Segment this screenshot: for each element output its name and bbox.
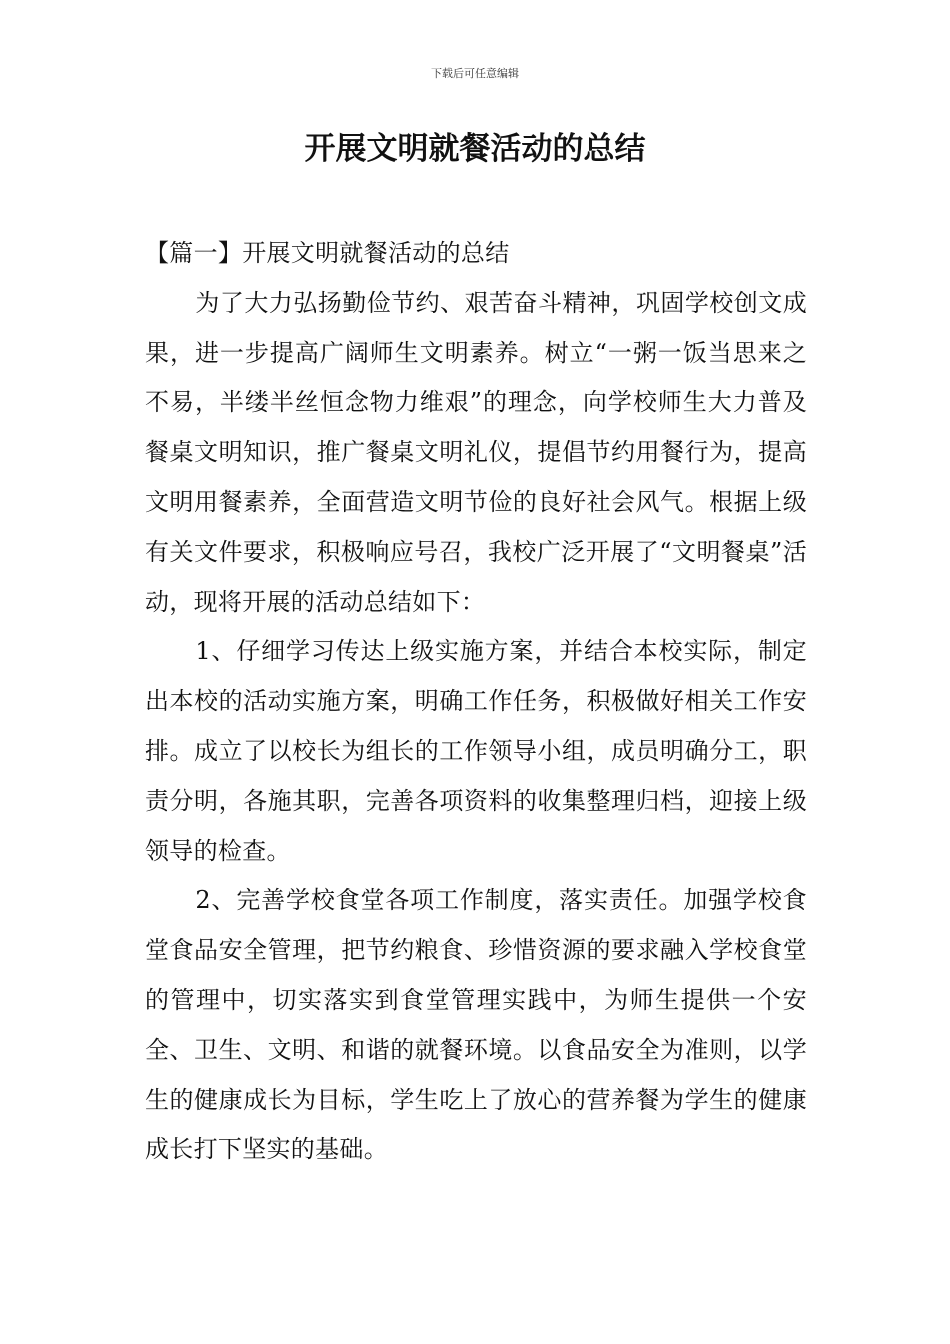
paragraph-item-2: 2、完善学校食堂各项工作制度，落实责任。加强学校食堂食品安全管理，把节约粮食、珍惜资源的要求融入学校食堂的管理中，切实落实到食堂管理实践中，为师生提供一个安全、卫生、文明、和谐的就餐环境。以食品安全为准则，以学生的健康成长为目标，学生吃上了放心的营养餐为学生的健康成长打下坚实的基础。 <box>145 886 807 1164</box>
header-note: 下载后可任意编辑 <box>431 67 519 80</box>
paragraph-intro: 为了大力弘扬勤俭节约、艰苦奋斗精神，巩固学校创文成果，进一步提高广阔师生文明素养。树立“一粥一饭当思来之不易，半缕半丝恒念物力维艰”的理念，向学校师生大力普及餐桌文明知识，推广餐桌文明礼仪，提倡节约用餐行为，提高文明用餐素养，全面营造文明节俭的良好社会风气。根据上级有关文件要求，积极响应号召，我校广泛开展了“文明餐桌”活动，现将开展的活动总结如下： <box>145 288 807 616</box>
document-body <box>145 229 807 1175</box>
document-title: 开展文明就餐活动的总结 <box>304 131 646 167</box>
section-heading: 【篇一】开展文明就餐活动的总结 <box>145 239 510 267</box>
paragraph-item-1: 1、仔细学习传达上级实施方案，并结合本校实际，制定出本校的活动实施方案，明确工作任务，积极做好相关工作安排。成立了以校长为组长的工作领导小组，成员明确分工，职责分明，各施其职，完善各项资料的收集整理归档，迎接上级领导的检查。 <box>145 637 807 865</box>
